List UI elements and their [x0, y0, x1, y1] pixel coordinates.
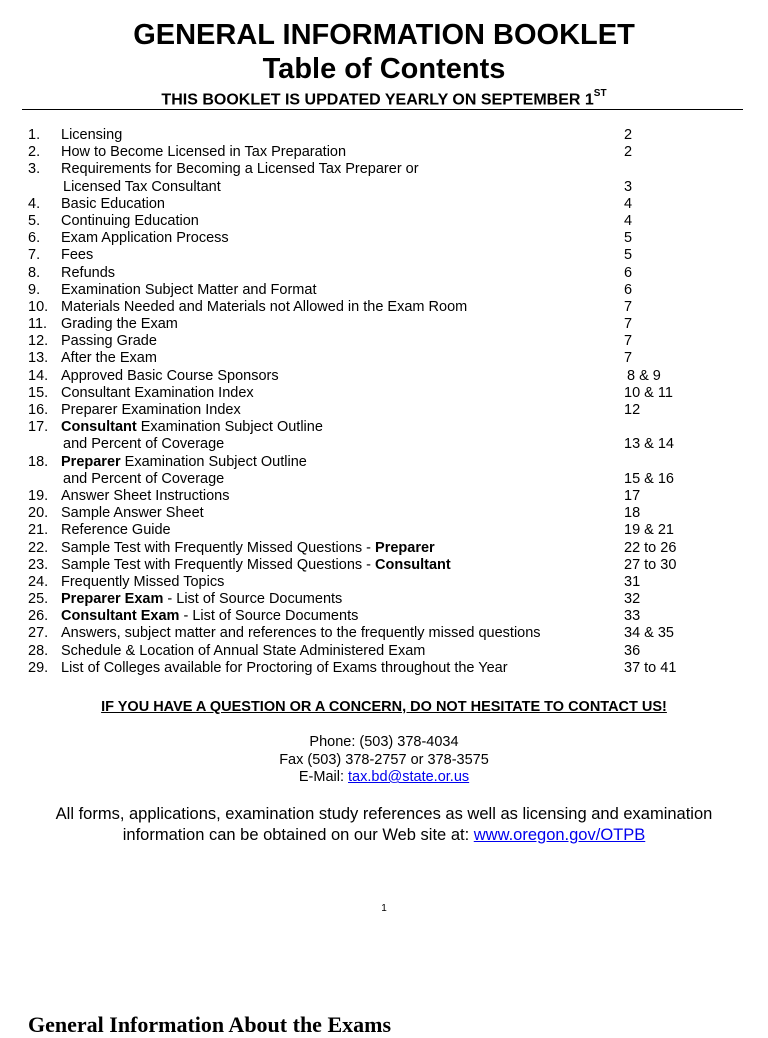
toc-entry	[28, 591, 748, 608]
toc-entry-page: 13 & 14	[624, 436, 674, 453]
toc-entry-page: 2	[624, 144, 633, 161]
toc-entry-page: 2	[624, 127, 633, 143]
toc-entry	[28, 522, 748, 539]
toc-entry-page: 33	[624, 608, 641, 625]
toc-entry-page: 7	[624, 333, 633, 350]
web-info	[0, 804, 768, 846]
toc-entry	[28, 625, 748, 642]
toc-entry-number: 8.	[28, 264, 41, 281]
toc-entry-title-text: Sample Test with Frequently Missed Questions -	[61, 539, 376, 556]
toc-entry-title-text: Passing Grade	[61, 333, 157, 350]
toc-entry-number: 6.	[28, 230, 41, 247]
toc-entry-number: 18.	[28, 453, 49, 470]
toc-entry-number: 26.	[28, 608, 49, 625]
toc-entry-title	[61, 402, 241, 419]
toc-entry-page: 36	[624, 642, 641, 659]
toc-entry-title-text: - List of Source Documents	[163, 591, 343, 608]
toc-entry	[28, 402, 748, 419]
toc-entry-title-text: Materials Needed and Materials not Allowed in the Exam Room	[61, 298, 468, 315]
toc-entry-title	[61, 385, 254, 402]
toc-entry-title	[61, 247, 93, 264]
toc-entry-title-bold: Consultant Exam	[61, 608, 180, 625]
toc-entry-number: 25.	[28, 591, 49, 608]
toc-entry-page: 12	[624, 402, 641, 418]
toc-entry-number: 17.	[28, 419, 49, 436]
toc-entry-title-text: Requirements for Becoming a Licensed Tax Preparer or	[61, 161, 419, 178]
toc-entry-page: 3	[624, 178, 633, 195]
toc-entry	[28, 454, 748, 471]
toc-entry-title-text: Approved Basic Course Sponsors	[61, 367, 279, 384]
toc-entry-title	[61, 282, 316, 299]
toc-entry-page: 7	[624, 316, 633, 333]
toc-entry-title	[63, 436, 224, 453]
toc-entry	[28, 299, 748, 316]
toc-entry-title-text: Answers, subject matter and references to the frequently missed questions	[61, 625, 541, 642]
toc-entry-title	[63, 179, 221, 196]
toc-entry-title	[61, 196, 165, 213]
toc-entry-title-text: Licensing	[61, 127, 123, 143]
toc-entry-title-bold: Preparer Exam	[61, 591, 164, 608]
toc-entry	[28, 488, 748, 505]
toc-entry-number: 14.	[28, 367, 49, 384]
toc-entry-title	[61, 488, 229, 505]
toc-entry	[28, 505, 748, 522]
toc-entry-title	[61, 213, 199, 230]
toc-entry-title-text: Reference Guide	[61, 522, 171, 539]
toc-entry-page: 37 to 41	[624, 659, 677, 676]
toc-entry-page: 19 & 21	[624, 522, 674, 539]
update-notice	[0, 86, 768, 110]
toc-entry-title-text: Continuing Education	[61, 212, 199, 229]
toc-entry-page: 6	[624, 264, 633, 281]
toc-entry	[28, 660, 748, 677]
toc-entry-number: 15.	[28, 384, 49, 401]
toc-entry-title-text: and Percent of Coverage	[63, 470, 225, 487]
toc-entry	[28, 540, 748, 557]
toc-entry-number: 12.	[28, 333, 49, 350]
toc-entry-title	[61, 299, 467, 316]
toc-entry-title	[61, 454, 307, 471]
toc-entry-title	[61, 625, 541, 642]
toc-entry-number: 16.	[28, 402, 49, 418]
toc-entry-title-bold: Preparer	[375, 539, 435, 556]
toc-entry-number: 1.	[28, 127, 41, 143]
toc-entry-number: 29.	[28, 659, 49, 676]
toc-entry-page: 32	[624, 591, 641, 608]
toc-entry-title	[61, 350, 157, 367]
toc-entry	[28, 419, 748, 436]
toc-entry-title-text: Examination Subject Outline	[136, 419, 323, 436]
next-page-heading: General Information About the Exams	[28, 1012, 391, 1037]
toc-entry-page: 15 & 16	[624, 470, 674, 487]
booklet-title: GENERAL INFORMATION BOOKLET	[133, 19, 635, 51]
toc-entry	[28, 385, 748, 402]
toc-entry-title-text: Examination Subject Matter and Format	[61, 281, 317, 298]
toc-entry-title-text: Refunds	[61, 264, 116, 281]
toc-entry-title	[61, 540, 435, 557]
toc-entry	[28, 230, 748, 247]
toc-entry-title-text: How to Become Licensed in Tax Preparation	[61, 144, 347, 161]
toc-entry	[28, 333, 748, 350]
toc-entry-title-text: Schedule & Location of Annual State Administered Exam	[61, 642, 426, 659]
toc-entry-title	[61, 660, 508, 677]
toc-entry-title	[61, 230, 229, 247]
toc-entry-page: 10 & 11	[624, 384, 673, 401]
toc-entry-number: 3.	[28, 161, 41, 178]
toc-entry-title	[61, 127, 122, 144]
contact-email-line	[0, 769, 768, 787]
toc-entry-title-text: Answer Sheet Instructions	[61, 487, 230, 504]
header-divider	[22, 109, 743, 110]
toc-entry-page: 22 to 26	[624, 539, 677, 556]
toc-entry-title	[63, 471, 224, 488]
toc-entry	[28, 368, 748, 385]
contact-email-label: E-Mail:	[298, 769, 349, 785]
toc-entry-title-text: Sample Answer Sheet	[61, 505, 204, 522]
toc-entry-title-text: Basic Education	[61, 195, 165, 212]
toc-entry	[28, 213, 748, 230]
toc-entry-title	[61, 419, 323, 436]
toc-entry-title-text: Fees	[61, 247, 94, 264]
toc-entry-title	[61, 557, 451, 574]
toc-title: Table of Contents	[262, 53, 506, 85]
toc-entry-number: 24.	[28, 573, 49, 590]
toc-entry-number: 11.	[28, 316, 48, 333]
toc-entry-number: 10.	[28, 298, 49, 315]
toc-entry-number: 21.	[28, 522, 49, 539]
toc-entry	[28, 557, 748, 574]
toc-entry-title-text: Preparer Examination Index	[61, 402, 241, 418]
toc-entry-title	[61, 333, 157, 350]
toc-entry	[28, 608, 748, 625]
toc-entry-number: 22.	[28, 539, 49, 556]
web-info-prefix: information can be obtained on our Web site at:	[122, 826, 474, 844]
toc-entry-page: 4	[624, 195, 633, 212]
toc-entry	[28, 316, 748, 333]
toc-entry	[28, 127, 748, 144]
toc-entry-title-bold: Preparer	[61, 453, 121, 470]
toc-entry-number: 7.	[28, 247, 41, 264]
toc-entry	[28, 179, 748, 196]
toc-entry-page: 34 & 35	[624, 625, 674, 642]
toc-entry-title	[61, 505, 204, 522]
toc-entry-number: 27.	[28, 625, 49, 642]
web-info-line-2	[0, 825, 768, 846]
toc-entry-title	[61, 265, 115, 282]
toc-entry-title-text: Frequently Missed Topics	[61, 573, 225, 590]
toc-entry-page: 7	[624, 350, 633, 367]
page-number: 1	[381, 903, 387, 914]
toc-entry-page: 17	[624, 487, 641, 504]
toc-entry-title	[61, 316, 178, 333]
toc-entry-page: 8 & 9	[627, 367, 661, 384]
toc-entry	[28, 265, 748, 282]
toc-entry-title	[61, 522, 171, 539]
toc-entry-page: 27 to 30	[624, 556, 677, 573]
toc-entry-number: 13.	[28, 350, 49, 367]
toc-entry-page: 4	[624, 212, 633, 229]
toc-entry-title-text: Exam Application Process	[61, 230, 229, 247]
toc-entry-title-bold: Consultant	[375, 556, 451, 573]
toc-entry	[28, 471, 748, 488]
toc-entry-number: 9.	[28, 281, 41, 298]
toc-entry-title	[61, 368, 279, 385]
toc-entry	[28, 643, 748, 660]
toc-entry-page: 5	[624, 247, 633, 264]
toc-entry	[28, 196, 748, 213]
update-notice-superscript: ST	[593, 88, 607, 99]
toc-entry-title-text: Sample Test with Frequently Missed Questions -	[61, 556, 376, 573]
toc-entry-title-text: Examination Subject Outline	[120, 453, 307, 470]
update-notice-text: THIS BOOKLET IS UPDATED YEARLY ON SEPTEMBER 1	[161, 91, 594, 109]
toc-entry-number: 4.	[28, 195, 41, 212]
table-of-contents	[28, 127, 748, 677]
toc-entry-title-text: Consultant Examination Index	[61, 384, 254, 401]
toc-entry	[28, 350, 748, 367]
toc-entry	[28, 282, 748, 299]
toc-entry-number: 2.	[28, 144, 41, 161]
contact-fax: Fax (503) 378-2757 or 378-3575	[279, 751, 489, 768]
toc-entry-title	[61, 161, 419, 178]
toc-entry	[28, 574, 748, 591]
toc-entry	[28, 161, 748, 178]
contact-phone: Phone: (503) 378-4034	[309, 734, 459, 750]
toc-entry	[28, 144, 748, 161]
toc-entry-title	[61, 591, 342, 608]
toc-entry-number: 19.	[28, 487, 49, 504]
web-info-line-1: All forms, applications, examination study references as well as licensing and examination	[55, 805, 713, 823]
toc-entry-title-bold: Consultant	[61, 419, 137, 436]
toc-entry-title-text: List of Colleges available for Proctoring of Exams throughout the Year	[61, 659, 508, 676]
toc-entry-title	[61, 643, 425, 660]
toc-entry	[28, 247, 748, 264]
website-link[interactable]: www.oregon.gov/OTPB	[473, 826, 646, 844]
toc-entry-page: 7	[624, 298, 633, 315]
toc-entry	[28, 436, 748, 453]
toc-entry-page: 18	[624, 505, 641, 522]
toc-entry-title-text: and Percent of Coverage	[63, 436, 225, 453]
toc-entry-title-text: Grading the Exam	[61, 316, 178, 333]
toc-entry-title-text: Licensed Tax Consultant	[63, 178, 221, 195]
toc-entry-page: 5	[624, 230, 633, 247]
toc-entry-title	[61, 608, 358, 625]
toc-entry-number: 20.	[28, 505, 49, 522]
toc-entry-title-text: - List of Source Documents	[179, 608, 359, 625]
contact-heading: IF YOU HAVE A QUESTION OR A CONCERN, DO NOT HESITATE TO CONTACT US!	[101, 699, 667, 715]
toc-entry-page: 6	[624, 281, 633, 298]
contact-info	[0, 734, 768, 787]
toc-entry-title-text: After the Exam	[61, 350, 157, 367]
toc-entry-title	[61, 574, 224, 591]
toc-entry-title	[61, 144, 346, 161]
toc-entry-number: 28.	[28, 642, 49, 659]
toc-entry-number: 23.	[28, 556, 49, 573]
toc-entry-number: 5.	[28, 212, 41, 229]
contact-email-link[interactable]: tax.bd@state.or.us	[348, 769, 470, 785]
toc-entry-page: 31	[624, 573, 641, 590]
